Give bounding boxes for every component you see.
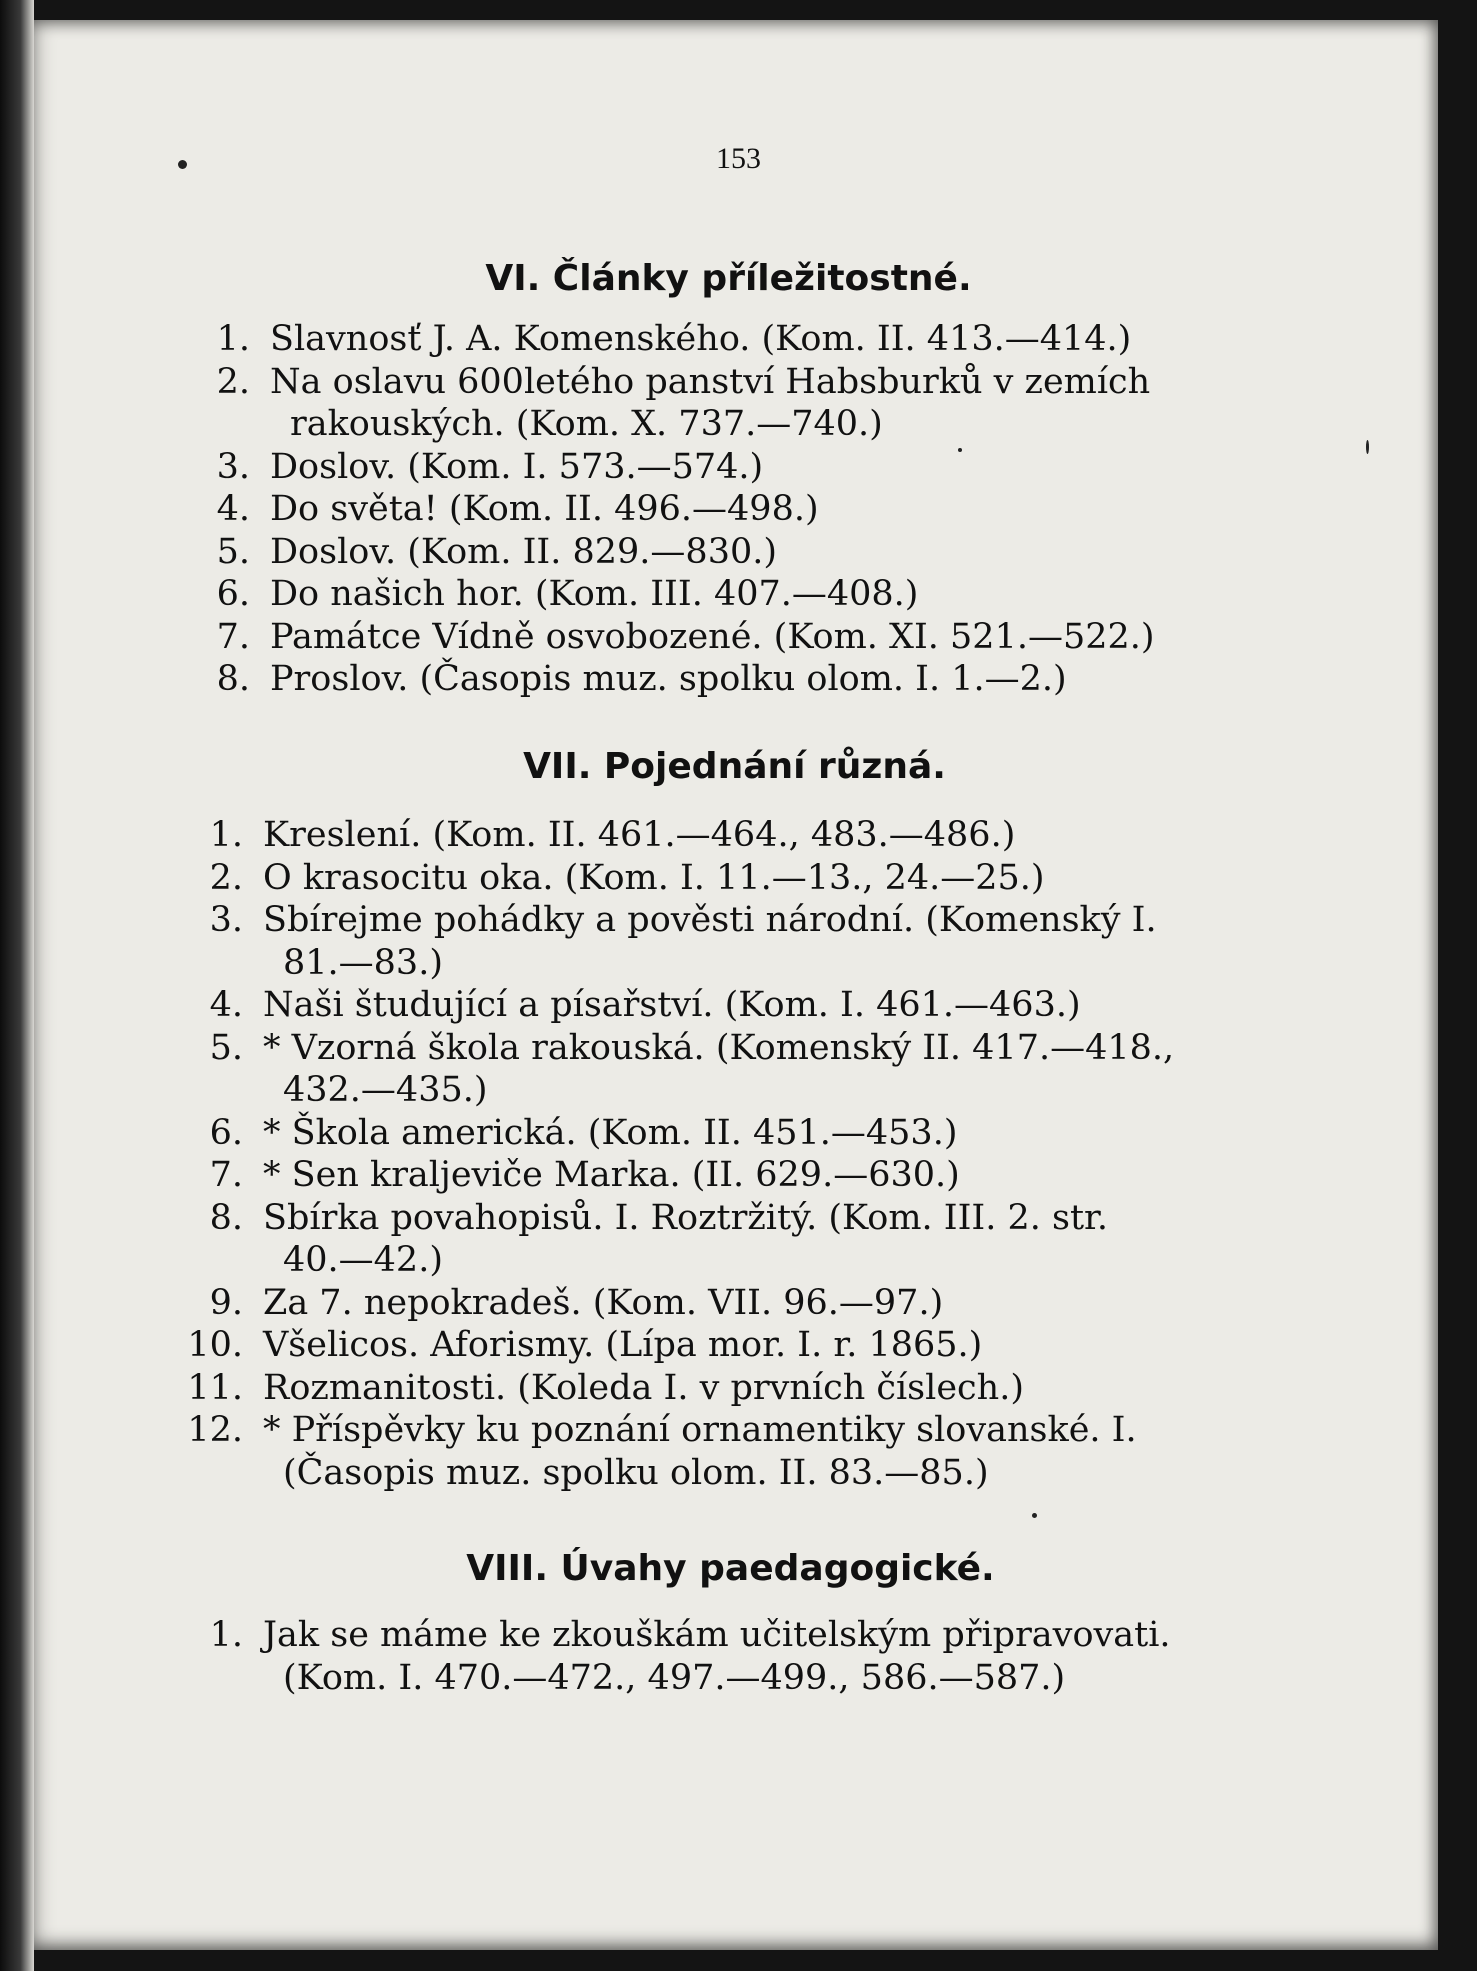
- item-text: Jak se máme ke zkouškám učitelským připravovati.: [263, 1615, 1171, 1655]
- item-text-continued: 40.—42.): [283, 1240, 443, 1280]
- item-number: 5.: [209, 1027, 243, 1068]
- item-text: Do našich hor. (Kom. III. 407.—408.): [270, 574, 919, 614]
- item-number: 2.: [209, 857, 243, 898]
- item-number: 2.: [216, 361, 250, 402]
- item-text: Sbírka povahopisů. I. Roztržitý. (Kom. III. 2. str.: [263, 1197, 1109, 1238]
- item-number: 5.: [216, 531, 250, 572]
- item-text: Na oslavu 600letého panství Habsburků v zemích: [270, 361, 1151, 402]
- item-number: 9.: [209, 1282, 243, 1323]
- item-number: 1.: [209, 1615, 243, 1655]
- item-text: Kreslení. (Kom. II. 461.—464., 483.—486.): [263, 815, 1016, 855]
- item-text: Památce Vídně osvobozené. (Kom. XI. 521.—522.): [270, 616, 1155, 657]
- ink-speck: [1366, 440, 1369, 454]
- section-heading-viii: VIII. Úvahy paedagogické.: [466, 1548, 995, 1589]
- ink-speck: [958, 448, 962, 452]
- item-number: 8.: [209, 1197, 243, 1238]
- item-text: Doslov. (Kom. II. 829.—830.): [270, 531, 778, 572]
- page-number: 153: [716, 142, 761, 175]
- item-text: Naši študující a písařství. (Kom. I. 461.—463.): [263, 985, 1081, 1025]
- item-text-continued: 432.—435.): [283, 1070, 488, 1110]
- item-text-continued: rakouských. (Kom. X. 737.—740.): [290, 404, 883, 444]
- item-text: * Sen kraljeviče Marka. (II. 629.—630.): [263, 1155, 960, 1195]
- item-number: 12.: [187, 1410, 243, 1450]
- ink-speck: [1032, 1513, 1037, 1518]
- item-number: 8.: [216, 659, 250, 699]
- section-heading-vii: VII. Pojednání různá.: [523, 746, 946, 787]
- item-text-continued: 81.—83.): [283, 942, 443, 983]
- item-number: 6.: [209, 1112, 243, 1153]
- item-text: Do světa! (Kom. II. 496.—498.): [270, 489, 819, 529]
- item-number: 3.: [216, 446, 250, 487]
- item-number: 1.: [209, 815, 243, 855]
- item-text: Rozmanitosti. (Koleda I. v prvních číslech.): [263, 1367, 1024, 1408]
- item-text-continued: (Časopis muz. spolku olom. II. 83.—85.): [283, 1452, 989, 1493]
- item-text: Sbírejme pohádky a pověsti národní. (Komenský I.: [263, 900, 1157, 940]
- section-heading-vi: VI. Články příležitostné.: [485, 258, 972, 299]
- item-text: Slavnosť J. A. Komenského. (Kom. II. 413.—414.): [270, 319, 1132, 359]
- item-number: 7.: [216, 616, 250, 657]
- item-number: 1.: [216, 319, 250, 359]
- item-text: Všelicos. Aforismy. (Lípa mor. I. r. 1865.): [263, 1325, 983, 1365]
- item-number: 6.: [216, 574, 250, 614]
- item-text-continued: (Kom. I. 470.—472., 497.—499., 586.—587.): [283, 1657, 1066, 1698]
- item-number: 4.: [216, 489, 250, 529]
- item-text: * Škola americká. (Kom. II. 451.—453.): [263, 1112, 958, 1153]
- item-text: Doslov. (Kom. I. 573.—574.): [270, 446, 764, 487]
- item-number: 7.: [209, 1155, 243, 1195]
- item-number: 4.: [209, 985, 243, 1025]
- item-number: 11.: [187, 1367, 243, 1408]
- item-text: * Příspěvky ku poznání ornamentiky slovanské. I.: [263, 1410, 1137, 1450]
- item-number: 3.: [209, 900, 243, 940]
- item-text: Za 7. nepokradeš. (Kom. VII. 96.—97.): [263, 1282, 944, 1323]
- item-text: * Vzorná škola rakouská. (Komenský II. 417.—418.,: [263, 1027, 1175, 1068]
- item-number: 10.: [187, 1325, 243, 1365]
- item-text: O krasocitu oka. (Kom. I. 11.—13., 24.—25.): [263, 857, 1045, 898]
- item-text: Proslov. (Časopis muz. spolku olom. I. 1.—2.): [270, 659, 1067, 699]
